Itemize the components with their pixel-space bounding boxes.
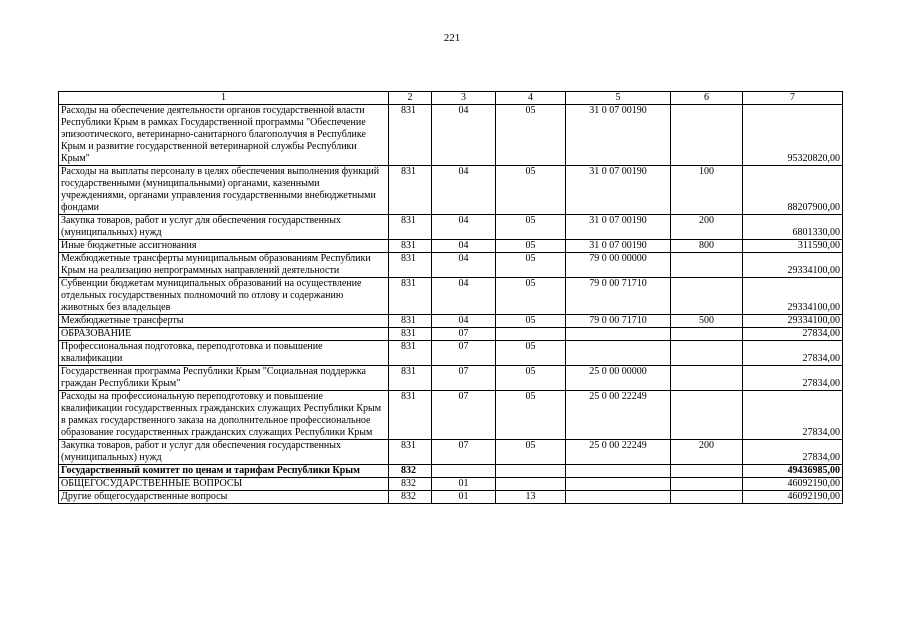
row-grbs-code: 831 xyxy=(389,341,432,366)
table-row xyxy=(59,391,843,440)
row-target-article-code: 79 0 00 00000 xyxy=(566,253,671,278)
row-amount: 6801330,00 xyxy=(743,215,843,240)
row-expense-type-code: 200 xyxy=(671,215,743,240)
table-row xyxy=(59,341,843,366)
row-section-code: 07 xyxy=(432,341,496,366)
row-amount: 311590,00 xyxy=(743,240,843,253)
table-row xyxy=(59,166,843,215)
row-grbs-code: 831 xyxy=(389,440,432,465)
row-expense-type-code xyxy=(671,328,743,341)
header-cell: 3 xyxy=(432,92,496,105)
row-expense-type-code xyxy=(671,391,743,440)
row-amount: 29334100,00 xyxy=(743,253,843,278)
row-description: Закупка товаров, работ и услуг для обеспечения государственных (муниципальных) нужд xyxy=(59,215,389,240)
header-cell: 1 xyxy=(59,92,389,105)
row-expense-type-code xyxy=(671,491,743,504)
row-target-article-code xyxy=(566,341,671,366)
table-header-row xyxy=(59,92,843,105)
table-row xyxy=(59,440,843,465)
row-target-article-code: 79 0 00 71710 xyxy=(566,315,671,328)
table-row xyxy=(59,278,843,315)
table-row xyxy=(59,215,843,240)
row-description: Профессиональная подготовка, переподготовка и повышение квалификации xyxy=(59,341,389,366)
row-expense-type-code xyxy=(671,478,743,491)
row-grbs-code: 831 xyxy=(389,366,432,391)
row-expense-type-code: 800 xyxy=(671,240,743,253)
row-grbs-code: 831 xyxy=(389,315,432,328)
row-grbs-code: 831 xyxy=(389,166,432,215)
row-amount: 27834,00 xyxy=(743,391,843,440)
row-description: Закупка товаров, работ и услуг для обеспечения государственных (муниципальных) нужд xyxy=(59,440,389,465)
header-cell: 7 xyxy=(743,92,843,105)
row-subsection-code: 05 xyxy=(496,278,566,315)
page-number: 221 xyxy=(443,32,461,44)
budget-table xyxy=(58,91,843,504)
row-section-code: 04 xyxy=(432,215,496,240)
row-subsection-code: 05 xyxy=(496,105,566,166)
row-target-article-code: 79 0 00 71710 xyxy=(566,278,671,315)
row-expense-type-code: 200 xyxy=(671,440,743,465)
row-amount: 46092190,00 xyxy=(743,491,843,504)
row-description: ОБЩЕГОСУДАРСТВЕННЫЕ ВОПРОСЫ xyxy=(59,478,389,491)
row-section-code: 04 xyxy=(432,278,496,315)
row-grbs-code: 832 xyxy=(389,478,432,491)
table-row xyxy=(59,328,843,341)
row-amount: 46092190,00 xyxy=(743,478,843,491)
row-target-article-code: 31 0 07 00190 xyxy=(566,240,671,253)
row-description: Другие общегосударственные вопросы xyxy=(59,491,389,504)
row-grbs-code: 831 xyxy=(389,215,432,240)
row-subsection-code: 05 xyxy=(496,391,566,440)
header-cell: 4 xyxy=(496,92,566,105)
row-grbs-code: 831 xyxy=(389,253,432,278)
row-target-article-code: 31 0 07 00190 xyxy=(566,166,671,215)
row-section-code: 04 xyxy=(432,240,496,253)
row-amount: 29334100,00 xyxy=(743,315,843,328)
row-amount: 27834,00 xyxy=(743,366,843,391)
row-description: Межбюджетные трансферты xyxy=(59,315,389,328)
row-section-code: 01 xyxy=(432,478,496,491)
row-grbs-code: 831 xyxy=(389,328,432,341)
row-section-code: 07 xyxy=(432,328,496,341)
row-section-code: 04 xyxy=(432,166,496,215)
row-target-article-code: 31 0 07 00190 xyxy=(566,105,671,166)
table-row xyxy=(59,315,843,328)
table-row xyxy=(59,491,843,504)
header-cell: 2 xyxy=(389,92,432,105)
row-subsection-code xyxy=(496,478,566,491)
row-grbs-code: 831 xyxy=(389,105,432,166)
header-cell: 6 xyxy=(671,92,743,105)
table-row xyxy=(59,366,843,391)
row-target-article-code xyxy=(566,465,671,478)
row-amount: 49436985,00 xyxy=(743,465,843,478)
row-subsection-code: 05 xyxy=(496,341,566,366)
row-subsection-code: 05 xyxy=(496,440,566,465)
table-row xyxy=(59,240,843,253)
row-subsection-code: 05 xyxy=(496,215,566,240)
row-section-code: 01 xyxy=(432,491,496,504)
row-expense-type-code xyxy=(671,465,743,478)
row-amount: 95320820,00 xyxy=(743,105,843,166)
row-grbs-code: 831 xyxy=(389,278,432,315)
row-subsection-code: 05 xyxy=(496,315,566,328)
row-amount: 27834,00 xyxy=(743,341,843,366)
header-cell: 5 xyxy=(566,92,671,105)
row-description: Расходы на обеспечение деятельности органов государственной власти Республики Крым в рамках Государственной программы "Обеспечение эпизоотического, ветеринарно-санитарного благополучия в Республике Крым и развитие государственной ветеринарной службы Республики Крым" xyxy=(59,105,389,166)
row-section-code xyxy=(432,465,496,478)
row-expense-type-code xyxy=(671,366,743,391)
row-grbs-code: 831 xyxy=(389,240,432,253)
row-expense-type-code: 100 xyxy=(671,166,743,215)
row-subsection-code xyxy=(496,328,566,341)
row-subsection-code xyxy=(496,465,566,478)
row-expense-type-code xyxy=(671,105,743,166)
row-description: Расходы на выплаты персоналу в целях обеспечения выполнения функций государственными (муниципальными) органами, казенными учреждениями, органами управления государственными внебюджетными фондами xyxy=(59,166,389,215)
row-expense-type-code: 500 xyxy=(671,315,743,328)
row-target-article-code: 25 0 00 22249 xyxy=(566,440,671,465)
row-amount: 27834,00 xyxy=(743,440,843,465)
row-target-article-code xyxy=(566,478,671,491)
row-grbs-code: 832 xyxy=(389,491,432,504)
row-amount: 88207900,00 xyxy=(743,166,843,215)
row-section-code: 04 xyxy=(432,315,496,328)
row-amount: 27834,00 xyxy=(743,328,843,341)
row-target-article-code xyxy=(566,328,671,341)
table-row xyxy=(59,478,843,491)
row-description: Государственная программа Республики Крым "Социальная поддержка граждан Республики Крым" xyxy=(59,366,389,391)
row-subsection-code: 05 xyxy=(496,166,566,215)
table-row xyxy=(59,465,843,478)
row-grbs-code: 831 xyxy=(389,391,432,440)
row-description: Иные бюджетные ассигнования xyxy=(59,240,389,253)
row-expense-type-code xyxy=(671,341,743,366)
row-amount: 29334100,00 xyxy=(743,278,843,315)
row-target-article-code: 31 0 07 00190 xyxy=(566,215,671,240)
row-section-code: 07 xyxy=(432,440,496,465)
row-description: Государственный комитет по ценам и тарифам Республики Крым xyxy=(59,465,389,478)
table-row xyxy=(59,253,843,278)
row-subsection-code: 13 xyxy=(496,491,566,504)
row-subsection-code: 05 xyxy=(496,253,566,278)
row-description: Расходы на профессиональную переподготовку и повышение квалификации государственных гражданских служащих Республики Крым в рамках государственного заказа на дополнительное профессиональное образование государственных гражданских служащих Республики Крым xyxy=(59,391,389,440)
row-subsection-code: 05 xyxy=(496,240,566,253)
row-section-code: 07 xyxy=(432,366,496,391)
table-row xyxy=(59,105,843,166)
row-section-code: 04 xyxy=(432,253,496,278)
row-expense-type-code xyxy=(671,278,743,315)
row-target-article-code xyxy=(566,491,671,504)
row-target-article-code: 25 0 00 00000 xyxy=(566,366,671,391)
row-description: ОБРАЗОВАНИЕ xyxy=(59,328,389,341)
row-description: Межбюджетные трансферты муниципальным образованиям Республики Крым на реализацию непрограммных направлений деятельности xyxy=(59,253,389,278)
row-description: Субвенции бюджетам муниципальных образований на осуществление отдельных государственных полномочий по отлову и содержанию животных без владельцев xyxy=(59,278,389,315)
row-subsection-code: 05 xyxy=(496,366,566,391)
row-section-code: 04 xyxy=(432,105,496,166)
row-section-code: 07 xyxy=(432,391,496,440)
row-grbs-code: 832 xyxy=(389,465,432,478)
row-target-article-code: 25 0 00 22249 xyxy=(566,391,671,440)
row-expense-type-code xyxy=(671,253,743,278)
